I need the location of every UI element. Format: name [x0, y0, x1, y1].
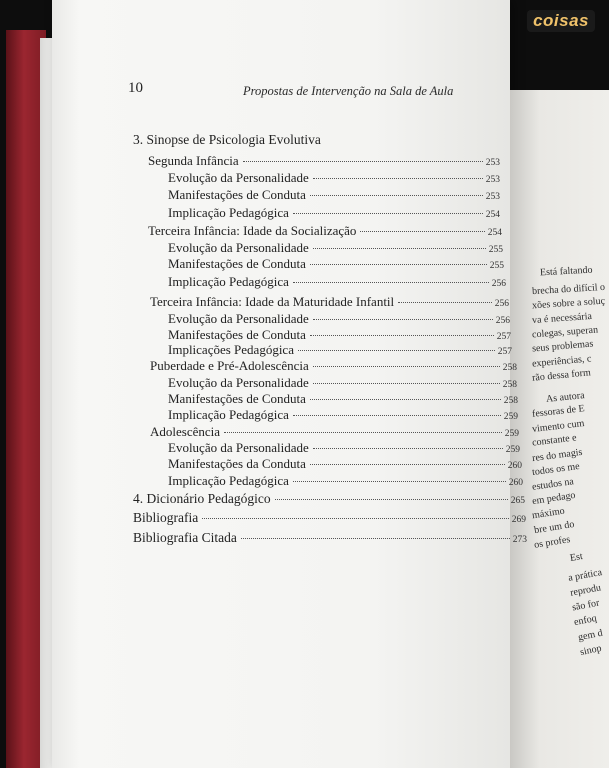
toc-entry	[150, 358, 517, 374]
toc-leader-dots	[224, 432, 502, 433]
facing-page-text-line: em pedago	[531, 489, 577, 508]
toc-page-number: 269	[511, 515, 526, 525]
toc-entry	[168, 274, 506, 290]
toc-page-number: 273	[512, 535, 527, 545]
facing-page-text-line: máximo	[531, 505, 566, 522]
toc-entry	[168, 327, 511, 343]
toc-leader-dots	[243, 161, 483, 162]
toc-leader-dots	[310, 264, 487, 265]
facing-page-text-line: os profes	[533, 534, 572, 551]
toc-page-number: 259	[504, 429, 519, 439]
toc-leader-dots	[313, 383, 500, 384]
toc-leader-dots	[310, 335, 494, 336]
facing-page-text-line: fessoras de E	[531, 403, 586, 420]
toc-leader-dots	[313, 448, 503, 449]
toc-entry-label: Evolução da Personalidade	[168, 311, 309, 326]
toc-entry	[168, 187, 500, 203]
toc-leader-dots	[293, 481, 506, 482]
toc-entry-label: 3. Sinopse de Psicologia Evolutiva	[133, 132, 321, 147]
toc-entry-label: Manifestações de Conduta	[168, 256, 306, 271]
toc-page-number: 265	[510, 496, 525, 506]
toc-page-number: 253	[485, 192, 500, 202]
toc-page-number: 259	[503, 412, 518, 422]
toc-page-number: 258	[502, 363, 517, 373]
toc-page-number: 253	[485, 175, 500, 185]
toc-leader-dots	[241, 538, 510, 539]
toc-leader-dots	[313, 248, 486, 249]
toc-entry	[168, 240, 503, 256]
toc-entry	[133, 132, 326, 148]
toc-page-number: 256	[491, 279, 506, 289]
toc-page-number: 258	[502, 380, 517, 390]
watermark-logo: coisas	[527, 10, 595, 32]
toc-page-number: 260	[507, 461, 522, 471]
facing-page-text-line: va é necessária	[531, 310, 593, 327]
toc-page-number: 255	[488, 245, 503, 255]
facing-page-text-line: todos os me	[531, 460, 581, 479]
toc-leader-dots	[293, 213, 483, 214]
toc-entry-label: Adolescência	[150, 424, 221, 439]
toc-leader-dots	[360, 231, 484, 232]
toc-leader-dots	[398, 302, 492, 303]
facing-page-text-line: Está faltando	[539, 264, 593, 279]
toc-entry	[168, 256, 504, 272]
facing-page-text-line: Est	[569, 551, 584, 564]
toc-leader-dots	[313, 319, 493, 320]
toc-leader-dots	[313, 366, 500, 367]
toc-page-number: 259	[505, 445, 520, 455]
facing-page	[510, 90, 609, 768]
toc-entry	[150, 294, 509, 310]
toc-entry-label: Evolução da Personalidade	[168, 170, 309, 185]
facing-page-text-line: As autora	[545, 390, 586, 405]
toc-entry	[168, 440, 520, 456]
toc-entry-label: Bibliografia	[133, 510, 199, 525]
facing-page-text-line: colegas, superan	[531, 324, 599, 341]
facing-page-text-line: constante e	[531, 432, 578, 449]
toc-entry-label: Segunda Infância	[148, 153, 239, 168]
toc-entry-label: Terceira Infância: Idade da Maturidade Infantil	[150, 294, 395, 309]
toc-entry-label: Terceira Infância: Idade da Socialização	[148, 223, 357, 238]
facing-page-text-line: rão dessa form	[531, 367, 592, 384]
toc-entry	[168, 170, 500, 186]
toc-leader-dots	[310, 195, 483, 196]
toc-entry	[148, 153, 500, 169]
toc-entry	[150, 424, 519, 440]
facing-page-text-line: xões sobre a soluç	[531, 295, 606, 312]
toc-page-number: 257	[496, 332, 511, 342]
toc-entry-label: Evolução da Personalidade	[168, 375, 309, 390]
facing-page-text-line: seus problemas	[531, 338, 594, 355]
toc-entry	[168, 456, 522, 472]
toc-entry-label: Manifestações de Conduta	[168, 327, 306, 342]
toc-page-number: 256	[495, 316, 510, 326]
toc-page-number: 253	[485, 158, 500, 168]
toc-entry	[168, 375, 517, 391]
toc-entry-label: Puberdade e Pré-Adolescência	[150, 358, 309, 373]
toc-page-number: 258	[503, 396, 518, 406]
toc-entry	[168, 391, 518, 407]
toc-entry-label: Bibliografia Citada	[133, 530, 237, 545]
toc-entry-label: Evolução da Personalidade	[168, 240, 309, 255]
facing-page-text-line: estudos na	[531, 476, 575, 493]
facing-page-text-line: a prática	[567, 567, 603, 584]
facing-page-text-line: sinop	[579, 642, 603, 659]
toc-entry	[168, 205, 500, 221]
toc-entry-label: Implicação Pedagógica	[168, 205, 289, 220]
toc-leader-dots	[275, 499, 508, 500]
toc-entry-label: Manifestações de Conduta	[168, 391, 306, 406]
toc-entry	[133, 510, 526, 526]
facing-page-text-line: gem d	[577, 627, 604, 644]
toc-entry	[168, 342, 512, 358]
toc-leader-dots	[310, 464, 505, 465]
facing-page-text-line: vimento cum	[531, 418, 585, 435]
toc-page-number: 260	[508, 478, 523, 488]
toc-entry	[133, 491, 525, 507]
toc-page-number: 254	[485, 210, 500, 220]
toc-leader-dots	[298, 350, 495, 351]
toc-leader-dots	[202, 518, 509, 519]
toc-entry-label: Manifestações da Conduta	[168, 456, 306, 471]
toc-entry	[148, 223, 502, 239]
toc-page-number: 255	[489, 261, 504, 271]
toc-entry-label: Implicação Pedagógica	[168, 274, 289, 289]
facing-page-text-line: enfoq	[573, 612, 598, 629]
running-title: Propostas de Intervenção na Sala de Aula	[243, 84, 454, 98]
facing-page-text-line: res do magis	[531, 446, 584, 465]
toc-leader-dots	[313, 178, 483, 179]
facing-page-text-line: reprodu	[569, 582, 602, 599]
page-number: 10	[128, 80, 143, 96]
toc-entry	[168, 473, 523, 489]
facing-page-text-line: brecha do difícil o	[531, 281, 606, 298]
toc-entry-label: Implicações Pedagógica	[168, 342, 294, 357]
toc-page-number: 257	[497, 347, 512, 357]
toc-entry	[168, 311, 510, 327]
toc-entry	[168, 407, 518, 423]
toc-entry-label: Evolução da Personalidade	[168, 440, 309, 455]
toc-entry-label: Implicação Pedagógica	[168, 407, 289, 422]
toc-entry-label: Manifestações de Conduta	[168, 187, 306, 202]
facing-page-text-line: experiências, c	[531, 353, 592, 370]
toc-leader-dots	[293, 282, 489, 283]
toc-entry-label: 4. Dicionário Pedagógico	[133, 491, 271, 506]
facing-page-text-line: bre um do	[533, 518, 576, 537]
toc-leader-dots	[293, 415, 501, 416]
toc-page-number: 256	[494, 299, 509, 309]
toc-entry-label: Implicação Pedagógica	[168, 473, 289, 488]
toc-page-number: 254	[487, 228, 502, 238]
toc-leader-dots	[310, 399, 501, 400]
facing-page-text-line: são for	[571, 597, 601, 614]
toc-entry	[133, 530, 527, 546]
